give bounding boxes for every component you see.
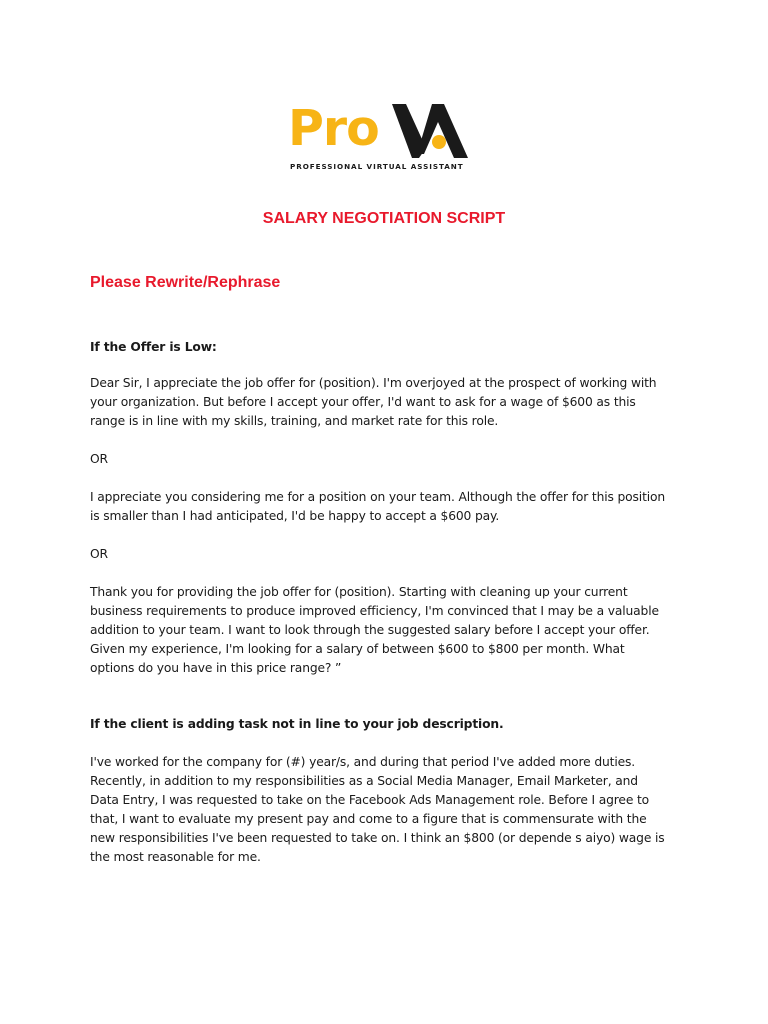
paragraph-added-tasks [90, 753, 690, 867]
text-line: I appreciate you considering me for a position on your team. Although the offer for this position [90, 490, 666, 504]
paragraph-option-2 [90, 488, 690, 526]
paragraph-option-3 [90, 583, 690, 678]
logo-tagline: PROFESSIONAL VIRTUAL ASSISTANT [290, 162, 464, 171]
text-line: Data Entry, I was requested to take on the Facebook Ads Management role. Before I agree to [90, 793, 650, 807]
text-line: your organization. But before I accept your offer, I'd want to ask for a wage of $600 as this [90, 395, 636, 409]
section-heading-added-tasks: If the client is adding task not in line to your job description. [90, 717, 504, 731]
or-separator-2: OR [90, 547, 108, 561]
text-line: I've worked for the company for (#) year/s, and during that period I've added more duties. [90, 755, 636, 769]
instruction-heading: Please Rewrite/Rephrase [90, 274, 281, 291]
text-line: Dear Sir, I appreciate the job offer for (position). I'm overjoyed at the prospect of working with [90, 376, 657, 390]
text-line: is smaller than I had anticipated, I'd be happy to accept a $600 pay. [90, 509, 500, 523]
text-line: Thank you for providing the job offer for (position). Starting with cleaning up your current [90, 585, 628, 599]
text-line: options do you have in this price range? ” [90, 661, 342, 675]
text-line: the most reasonable for me. [90, 850, 261, 864]
paragraph-option-1 [90, 374, 690, 431]
text-line: new responsibilities I've been requested to take on. I think an $800 (or depende s aiyo) wage is [90, 831, 665, 845]
logo-wordmark: Pro [288, 100, 379, 157]
prova-logo [288, 100, 488, 175]
va-logo-mark-icon [392, 104, 482, 158]
text-line: Given my experience, I'm looking for a salary of between $600 to $800 per month. What [90, 642, 625, 656]
document-title: SALARY NEGOTIATION SCRIPT [262, 210, 506, 227]
text-line: Recently, in addition to my responsibilities as a Social Media Manager, Email Marketer, and [90, 774, 638, 788]
section-heading-offer-low: If the Offer is Low: [90, 340, 217, 354]
text-line: range is in line with my skills, training, and market rate for this role. [90, 414, 499, 428]
text-line: addition to your team. I want to look through the suggested salary before I accept your offer. [90, 623, 650, 637]
text-line: that, I want to evaluate my present pay and come to a figure that is commensurate with the [90, 812, 647, 826]
text-line: business requirements to produce improved efficiency, I'm convinced that I may be a valuable [90, 604, 659, 618]
or-separator-1: OR [90, 452, 108, 466]
